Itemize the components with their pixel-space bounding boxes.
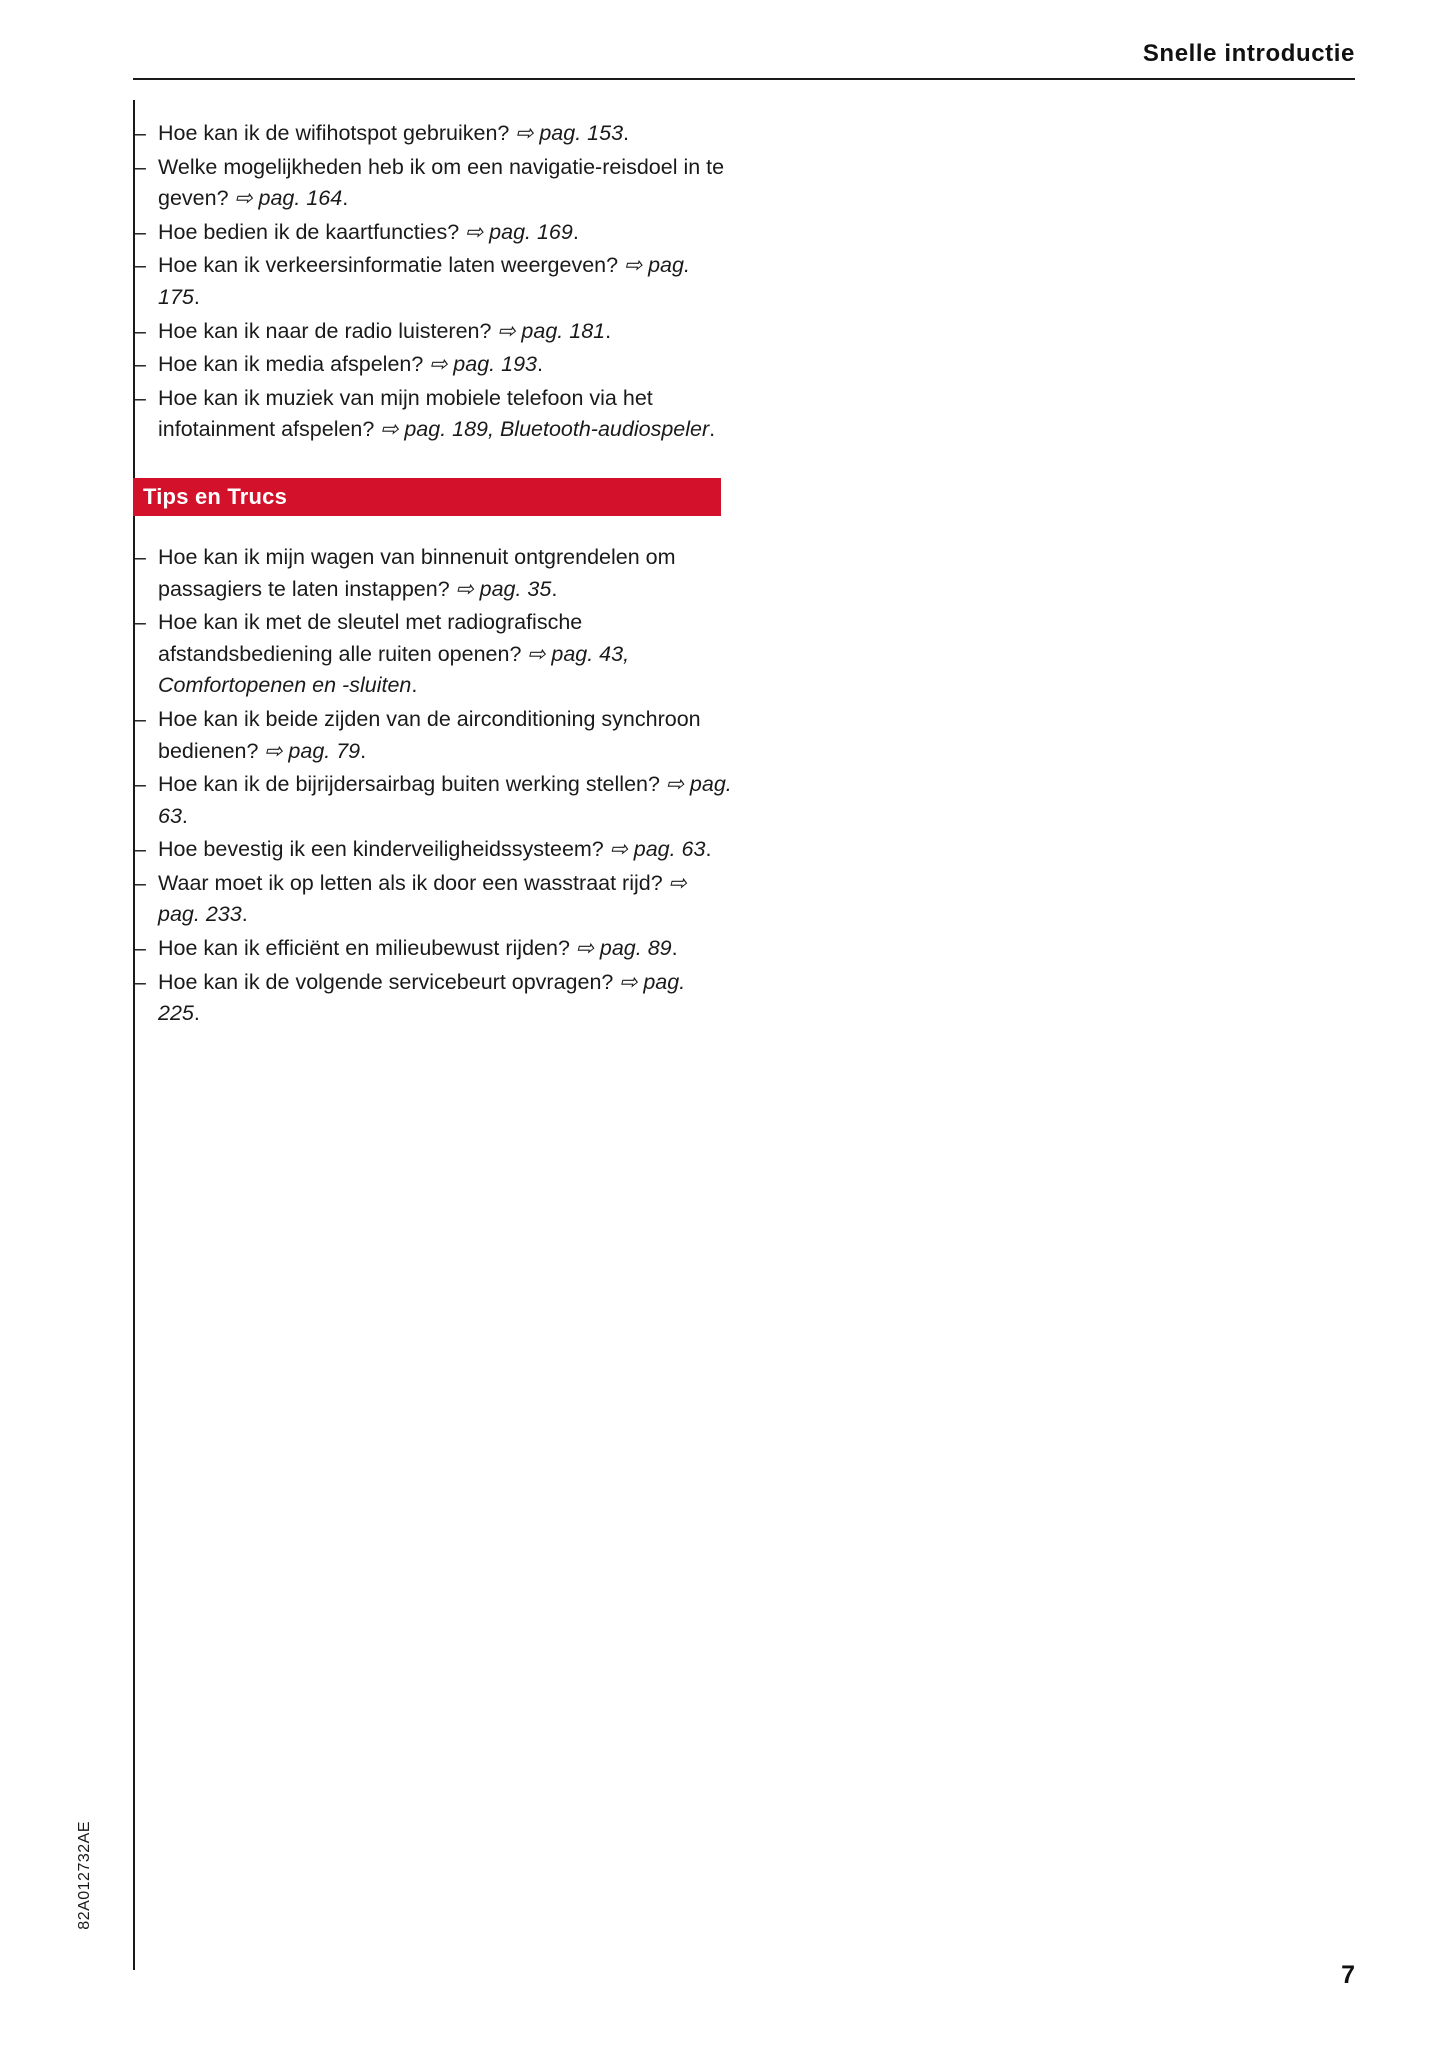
page-reference-link[interactable]: ⇨ pag. 225	[158, 969, 686, 1026]
question-text: Hoe kan ik mijn wagen van binnenuit ontgrendelen om passagiers te laten instappen?	[158, 544, 676, 601]
list-bullet-dash: –	[134, 772, 146, 797]
list-item	[133, 704, 733, 767]
sentence-terminator: .	[551, 576, 558, 601]
list-bullet-dash: –	[134, 121, 146, 145]
sentence-terminator: .	[181, 803, 188, 828]
list-bullet-dash: –	[134, 352, 146, 377]
section-heading-bar	[133, 478, 721, 516]
list-item	[133, 967, 733, 1030]
document-code: 82A012732AE	[76, 1821, 93, 1930]
sentence-terminator: .	[605, 318, 612, 343]
sentence-terminator: .	[241, 902, 248, 927]
page-header	[133, 40, 1355, 80]
sentence-terminator: .	[709, 417, 716, 442]
section-heading-label: Tips en Trucs	[143, 483, 288, 509]
page-number: 7	[1341, 1961, 1355, 1989]
list-item	[133, 250, 733, 313]
list-bullet-dash: –	[134, 969, 146, 994]
question-text: Hoe bevestig ik een kinderveiligheidssysteem?	[158, 837, 610, 862]
sentence-terminator: .	[342, 186, 349, 211]
question-text: Hoe kan ik de wifihotspot gebruiken?	[158, 121, 516, 145]
page-reference-link[interactable]: ⇨ pag. 169	[465, 219, 573, 244]
list-bullet-dash: –	[134, 318, 146, 343]
list-bullet-dash: –	[134, 936, 146, 961]
question-text: Hoe bedien ik de kaartfuncties?	[158, 219, 466, 244]
list-item	[133, 152, 733, 215]
question-text: Waar moet ik op letten als ik door een wasstraat rijd?	[158, 870, 669, 895]
sentence-terminator: .	[705, 837, 712, 862]
list-item	[133, 868, 733, 931]
page-reference-link[interactable]: ⇨ pag. 63	[609, 837, 706, 862]
page-reference-link[interactable]: ⇨ pag. 181	[497, 318, 606, 343]
list-item	[133, 933, 733, 965]
question-text: Hoe kan ik de bijrijdersairbag buiten werking stellen?	[158, 772, 666, 797]
question-text: Hoe kan ik muziek van mijn mobiele telefoon via het infotainment afspelen?	[158, 385, 653, 442]
list-item	[133, 349, 733, 381]
page-reference-link[interactable]: ⇨ pag. 175	[158, 253, 690, 309]
page-reference-link[interactable]: ⇨ pag. 43, Comfortopenen en -sluiten	[158, 641, 630, 698]
list-bullet-dash: –	[134, 870, 146, 895]
page-content	[133, 118, 733, 1032]
page-reference-link[interactable]: ⇨ pag. 89	[575, 936, 672, 961]
sentence-terminator: .	[193, 284, 200, 309]
sentence-terminator: .	[623, 121, 630, 145]
page-reference-link[interactable]: ⇨ pag. 63	[158, 772, 732, 828]
intro-question-list	[133, 118, 733, 446]
list-bullet-dash: –	[134, 837, 146, 862]
list-bullet-dash: –	[134, 706, 146, 731]
page-reference-link[interactable]: ⇨ pag. 164	[234, 186, 343, 211]
header-divider	[133, 78, 1355, 80]
sentence-terminator: .	[411, 673, 418, 698]
sentence-terminator: .	[572, 219, 579, 244]
list-bullet-dash: –	[134, 385, 146, 410]
list-item	[133, 118, 733, 150]
question-text: Hoe kan ik efficiënt en milieubewust rijden?	[158, 936, 576, 961]
question-text: Hoe kan ik media afspelen?	[158, 352, 430, 377]
header-title: Snelle introductie	[1142, 40, 1355, 67]
list-item	[133, 607, 733, 702]
page-reference-link[interactable]: ⇨ pag. 193	[429, 352, 537, 377]
list-bullet-dash: –	[134, 154, 146, 179]
tips-question-list	[133, 542, 733, 1030]
sentence-terminator: .	[671, 936, 678, 961]
page-reference-link[interactable]: ⇨ pag. 189, Bluetooth-audiospeler	[380, 417, 710, 442]
list-item	[133, 316, 733, 348]
question-text: Hoe kan ik de volgende servicebeurt opvragen?	[158, 969, 620, 994]
page-reference-link[interactable]: ⇨ pag. 35	[455, 576, 552, 601]
question-text: Hoe kan ik naar de radio luisteren?	[158, 318, 498, 343]
list-item	[133, 217, 733, 249]
question-text: Hoe kan ik beide zijden van de airconditioning synchroon bedienen?	[158, 706, 701, 763]
list-item	[133, 542, 733, 605]
list-item	[133, 834, 733, 866]
list-item	[133, 769, 733, 832]
sentence-terminator: .	[193, 1001, 200, 1026]
sentence-terminator: .	[360, 738, 367, 763]
question-text: Welke mogelijkheden heb ik om een navigatie-reisdoel in te geven?	[158, 154, 725, 211]
question-text: Hoe kan ik verkeersinformatie laten weergeven?	[158, 253, 625, 278]
page-reference-link[interactable]: ⇨ pag. 79	[264, 738, 361, 763]
list-bullet-dash: –	[134, 610, 146, 635]
list-bullet-dash: –	[134, 544, 146, 569]
list-bullet-dash: –	[134, 219, 146, 244]
page-reference-link[interactable]: ⇨ pag. 233	[158, 870, 687, 927]
question-text: Hoe kan ik met de sleutel met radiografische afstandsbediening alle ruiten openen?	[158, 610, 583, 666]
list-bullet-dash: –	[134, 253, 146, 278]
sentence-terminator: .	[537, 352, 543, 377]
page-reference-link[interactable]: ⇨ pag. 153	[515, 121, 624, 145]
list-item	[133, 383, 733, 446]
